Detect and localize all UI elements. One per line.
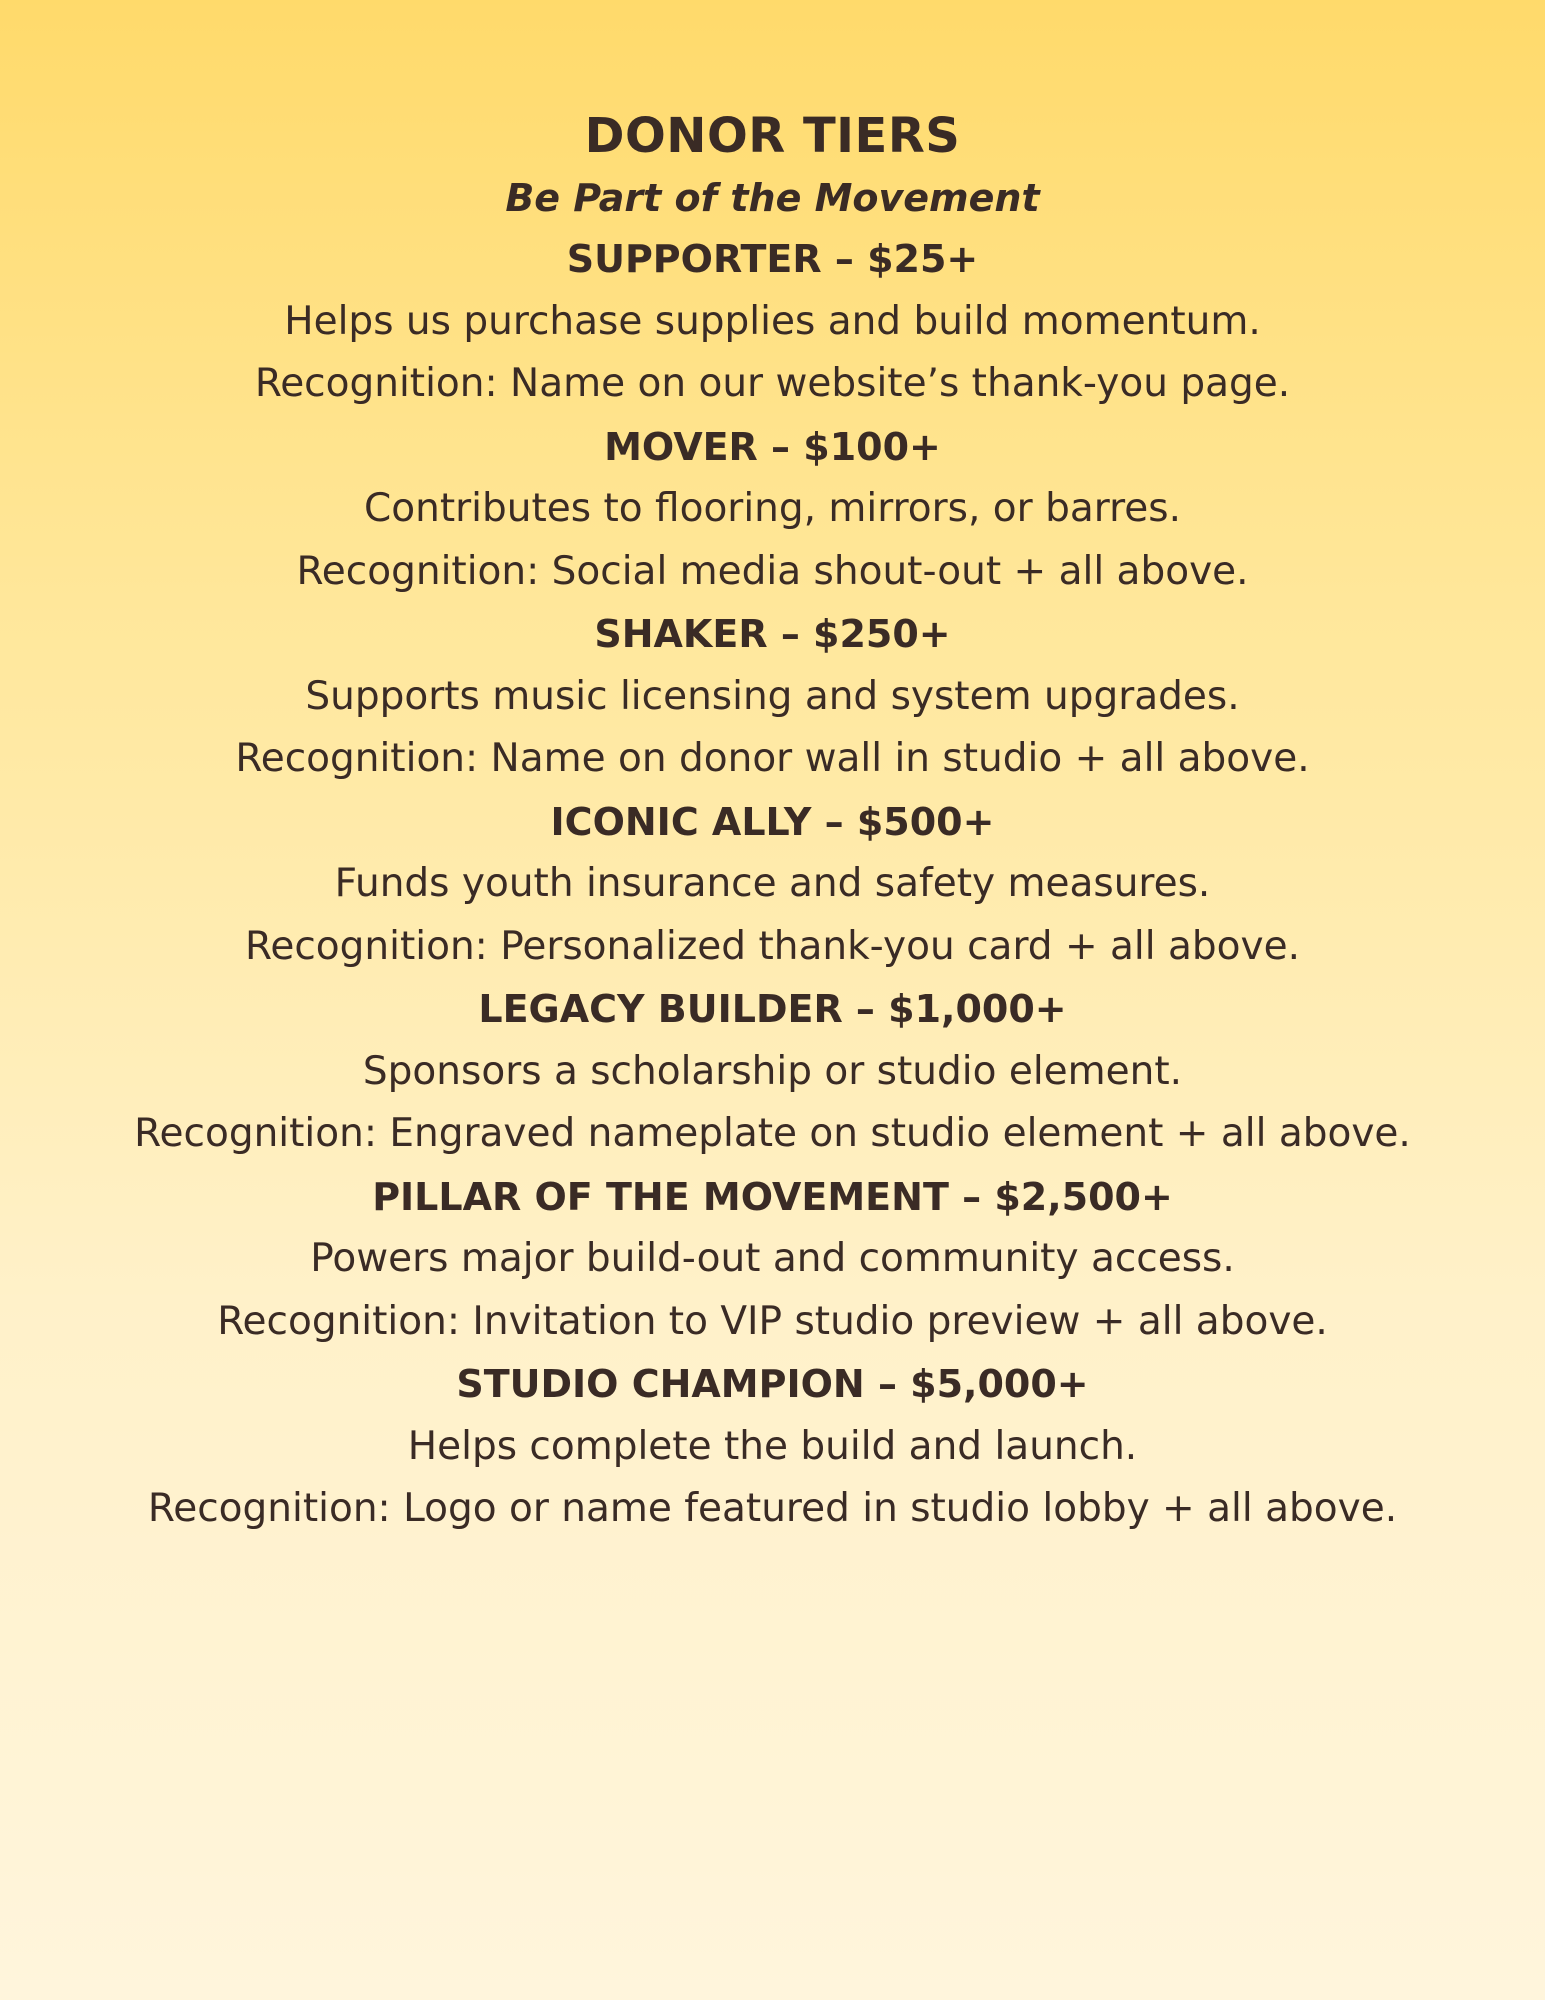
tier-description: Contributes to flooring, mirrors, or barres. (364, 486, 1181, 531)
page-subtitle: Be Part of the Movement (505, 176, 1040, 220)
tier-description: Helps us purchase supplies and build momentum. (284, 298, 1261, 344)
tier-recognition: Recognition: Name on our website’s thank-you page. (254, 361, 1291, 406)
tier-list (0, 228, 1545, 1541)
tier-recognition: Recognition: Social media shout-out + all above. (296, 548, 1249, 594)
tier-recognition: Recognition: Invitation to VIP studio preview + all above. (217, 1298, 1328, 1344)
tier-studio-champion (0, 1353, 1545, 1541)
tier-recognition: Recognition: Engraved nameplate on studio element + all above. (134, 1111, 1411, 1156)
tier-shaker (0, 603, 1545, 791)
tier-description: Powers major build-out and community access. (310, 1236, 1235, 1281)
tier-legacy-builder (0, 978, 1545, 1166)
tier-pillar-of-the-movement (0, 1166, 1545, 1354)
tier-heading: SUPPORTER – $25+ (566, 237, 979, 281)
tier-heading: LEGACY BUILDER – $1,000+ (478, 987, 1067, 1031)
tier-heading: STUDIO CHAMPION – $5,000+ (456, 1362, 1089, 1406)
tier-description: Helps complete the build and launch. (407, 1423, 1138, 1469)
tier-recognition: Recognition: Name on donor wall in studio + all above. (235, 736, 1310, 781)
tier-description: Funds youth insurance and safety measures. (334, 861, 1211, 906)
tier-mover (0, 416, 1545, 604)
tier-description: Sponsors a scholarship or studio element. (362, 1048, 1183, 1094)
tier-iconic-ally (0, 791, 1545, 979)
tier-recognition: Recognition: Logo or name featured in studio lobby + all above. (147, 1486, 1398, 1531)
tier-recognition: Recognition: Personalized thank-you card + all above. (245, 923, 1300, 969)
tier-supporter (0, 228, 1545, 416)
page-title: DONOR TIERS (584, 108, 961, 164)
tier-heading: ICONIC ALLY – $500+ (550, 799, 995, 844)
tier-description: Supports music licensing and system upgrades. (305, 673, 1240, 719)
tier-heading: MOVER – $100+ (604, 424, 941, 469)
tier-heading: PILLAR OF THE MOVEMENT – $2,500+ (372, 1174, 1173, 1219)
tier-heading: SHAKER – $250+ (594, 612, 951, 656)
